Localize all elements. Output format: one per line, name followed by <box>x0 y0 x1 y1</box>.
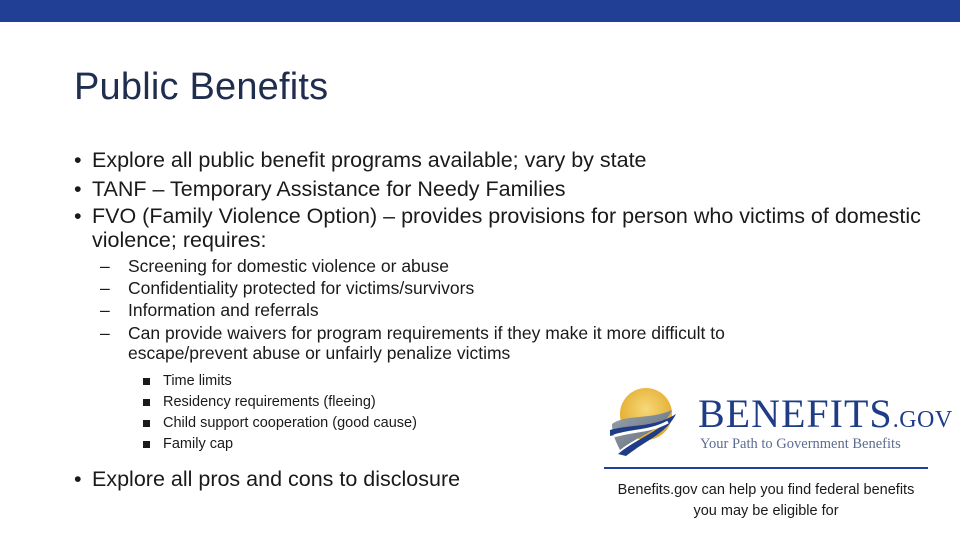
square-bullet-icon <box>143 441 150 448</box>
bullet-item <box>74 204 934 252</box>
sub-sub-bullet-text: Family cap <box>163 436 234 452</box>
sub-sub-bullet-text: Time limits <box>163 373 232 389</box>
logo-wordmark <box>698 390 953 437</box>
bullet-text: FVO (Family Violence Option) – provides provisions for person who victims of domestic violence; requires: <box>92 204 921 252</box>
logo-word-suffix: .GOV <box>892 407 953 433</box>
square-bullet-icon <box>143 378 150 385</box>
logo-caption: Benefits.gov can help you find federal benefits you may be eligible for <box>617 482 915 519</box>
sub-bullet-dash: – <box>100 323 110 343</box>
sub-bullet-text: Screening for domestic violence or abuse <box>128 256 450 276</box>
logo-divider <box>604 467 928 469</box>
logo-tagline: Your Path to Government Benefits <box>700 436 901 452</box>
sub-bullet-item <box>74 277 934 299</box>
sub-bullet-dash: – <box>100 300 110 320</box>
sub-bullet-item <box>74 323 848 363</box>
benefits-gov-logo <box>606 384 953 460</box>
sub-bullet-list <box>74 255 934 363</box>
logo-word-main: BENEFITS <box>698 391 893 436</box>
sub-bullet-dash: – <box>100 278 110 298</box>
bullet-dot: • <box>74 204 82 228</box>
square-bullet-icon <box>143 420 150 427</box>
bullet-text: Explore all public benefit programs available; vary by state <box>92 148 647 172</box>
slide-title: Public Benefits <box>74 66 329 108</box>
sub-bullet-text: Information and referrals <box>128 300 319 320</box>
top-accent-bar <box>0 0 960 22</box>
sub-bullet-item <box>74 299 934 321</box>
bullet-dot: • <box>74 467 82 491</box>
bullet-item <box>74 146 934 175</box>
square-bullet-icon <box>143 399 150 406</box>
bullet-text: TANF – Temporary Assistance for Needy Families <box>92 177 566 201</box>
sub-bullet-dash: – <box>100 256 110 276</box>
bullet-dot: • <box>74 148 82 172</box>
sub-sub-bullet-text: Residency requirements (fleeing) <box>163 394 376 410</box>
bullet-dot: • <box>74 177 82 201</box>
sub-bullet-text: Confidentiality protected for victims/survivors <box>128 278 475 298</box>
sub-bullet-item <box>74 255 934 277</box>
benefits-gov-swoosh-icon <box>606 384 696 460</box>
bullet-text: Explore all pros and cons to disclosure <box>92 467 461 491</box>
sub-sub-bullet-text: Child support cooperation (good cause) <box>163 415 417 431</box>
sub-bullet-text: Can provide waivers for program requirements if they make it more difficult to escape/prevent abuse or unfairly penalize victims <box>128 323 725 363</box>
bullet-item <box>74 175 934 204</box>
